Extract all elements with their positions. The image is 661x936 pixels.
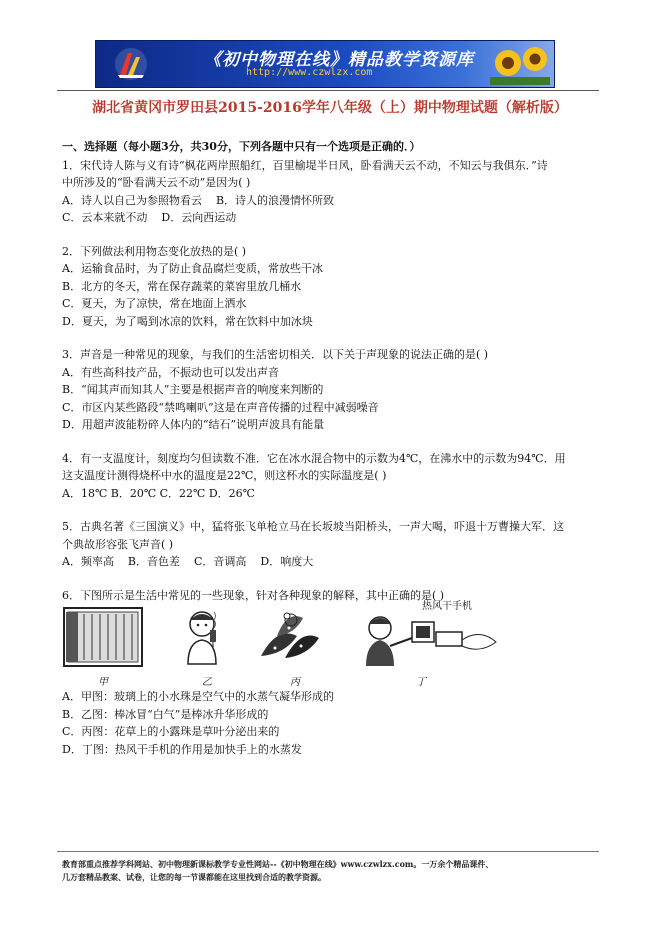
question-stem-line: 2．下列做法利用物态变化放热的是( ) xyxy=(62,244,247,258)
option-a: A．诗人以自己为参照物看云 xyxy=(62,193,202,207)
option-c: C．丙图：花草上的小露珠是草叶分泌出来的 xyxy=(62,725,280,738)
figure-caption-jia: 甲 xyxy=(98,677,108,688)
option-d: D．夏天，为了喝到冰凉的饮料，常在饮料中加冰块 xyxy=(62,314,313,328)
figure-panel xyxy=(62,601,602,688)
question-3 xyxy=(62,346,602,434)
option-d: D．丁图：热风干手机的作用是加快手上的水蒸发 xyxy=(62,742,302,756)
figure-dew-leaves xyxy=(257,606,323,666)
option-d: D．云向西运动 xyxy=(161,211,237,224)
option-line: A．18℃ B．20℃ C．22℃ D．26℃ xyxy=(62,486,255,500)
page-footer xyxy=(62,858,602,884)
figure-popsicle xyxy=(180,606,226,666)
footer-line: 教育部重点推荐学科网站、初中物理新课标教学专业性网站--《初中物理在线》www.czwlzx.com。一万余个精品课件、 xyxy=(62,859,494,869)
question-stem-line: 6．下图所示是生活中常见的一些现象，针对各种现象的解释，其中正确的是( ) xyxy=(62,588,445,602)
option-row xyxy=(62,192,602,210)
question-6 xyxy=(62,587,602,759)
figure-hand-dryer xyxy=(362,598,502,668)
figure-caption-yi: 乙 xyxy=(202,677,212,688)
question-stem-line: 1．宋代诗人陈与义有诗“枫花两岸照船红，百里榆堤半日风，卧看满天云不动，不知云与我俱东．”诗 xyxy=(62,158,548,172)
site-logo-icon xyxy=(114,47,148,81)
dryer-label: 热风干手机 xyxy=(422,601,472,612)
question-stem-line: 5．古典名著《三国演义》中，猛将张飞单枪立马在长坂坡当阳桥头，一声大喝，吓退十万曹操大军．这 xyxy=(62,520,564,533)
question-stem-line: 中所涉及的“卧看满天云不动”是因为( ) xyxy=(62,176,251,189)
header-rule xyxy=(57,90,599,91)
option-b: B．“闻其声而知其人”主要是根据声音的响度来判断的 xyxy=(62,383,324,396)
option-a: A．运输食品时，为了防止食品腐烂变质，常放些干冰 xyxy=(62,262,323,275)
question-stem-line: 4．有一支温度计，刻度均匀但读数不准．它在冰水混合物中的示数为4℃，在沸水中的示数为94℃．用 xyxy=(62,451,566,465)
question-stem-line: 这支温度计测得烧杯中水的温度是22℃，则这杯水的实际温度是( ) xyxy=(62,469,387,482)
question-2 xyxy=(62,243,602,331)
option-c: C．夏天，为了凉快，常在地面上洒水 xyxy=(62,297,247,310)
figure-caption-ding: 丁 xyxy=(416,677,426,688)
option-line: A．频率高 B．音色差 C．音调高 D．响度大 xyxy=(62,555,314,568)
banner-title: 《初中物理在线》精品教学资源库 xyxy=(204,50,474,70)
document-title: 湖北省黄冈市罗田县2015-2016学年八年级（上）期中物理试题（解析版） xyxy=(92,100,568,116)
footer-rule xyxy=(57,851,599,852)
option-b: B．诗人的浪漫情怀所致 xyxy=(215,193,335,207)
option-b: B．北方的冬天，常在保存蔬菜的菜窖里放几桶水 xyxy=(62,279,302,293)
question-1 xyxy=(62,157,602,227)
option-b: B．乙图：棒冰冒“白气”是棒冰升华形成的 xyxy=(62,707,269,721)
question-5 xyxy=(62,518,602,571)
option-a: A．甲图：玻璃上的小水珠是空气中的水蒸气凝华形成的 xyxy=(62,690,334,703)
question-4 xyxy=(62,450,602,503)
option-a: A．有些高科技产品，不振动也可以发出声音 xyxy=(62,365,279,379)
option-row xyxy=(62,209,602,227)
section-heading: 一、选择题（每小题3分，共30分，下列各题中只有一个选项是正确的．） xyxy=(62,140,421,153)
option-d: D．用超声波能粉碎人体内的“结石”说明声波具有能量 xyxy=(62,418,325,431)
figure-window xyxy=(62,606,144,668)
question-stem-line: 3．声音是一种常见的现象，与我们的生活密切相关．以下关于声现象的说法正确的是( ) xyxy=(62,348,489,361)
exam-content xyxy=(62,138,602,758)
footer-line: 几万套精品教案、试卷，让您的每一节课都能在这里找到合适的教学资源。 xyxy=(62,872,326,882)
question-stem-line: 个典故形容张飞声音( ) xyxy=(62,537,174,551)
header-banner xyxy=(95,40,555,88)
banner-url: http://www.czwlzx.com xyxy=(246,67,373,78)
option-c: C．市区内某些路段“禁鸣喇叭”这是在声音传播的过程中减弱噪音 xyxy=(62,400,379,414)
option-c: C．云本来就不动 xyxy=(62,211,148,224)
sunflower-icon xyxy=(490,43,550,85)
figure-caption-bing: 丙 xyxy=(290,677,300,688)
